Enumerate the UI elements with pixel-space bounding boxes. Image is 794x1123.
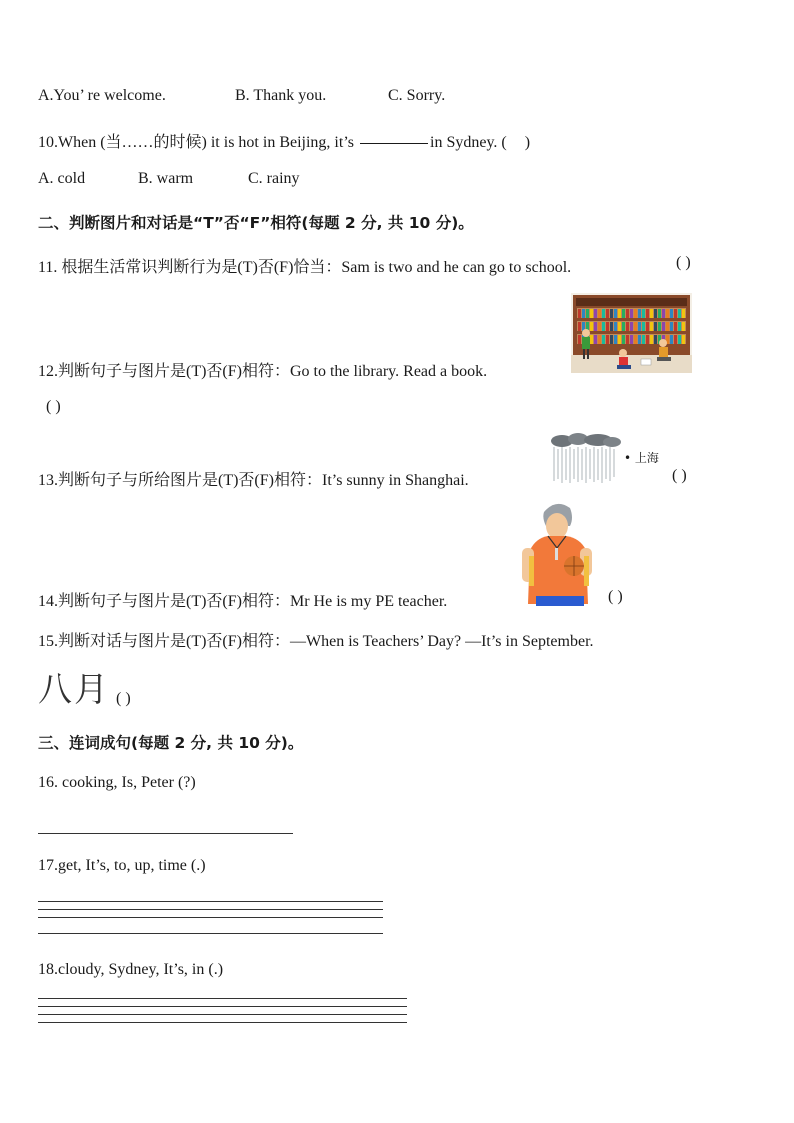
q10-text-after: in Sydney. ( — [430, 134, 507, 151]
question-13: 13.判断句子与所给图片是(T)否(F)相符：It’s sunny in Shanghai. — [38, 472, 469, 489]
question-11: 11. 根据生活常识判断行为是(T)否(F)恰当：Sam is two and he can go to school. — [38, 259, 572, 276]
section-3-title: 三、连词成句(每题 2 分, 共 10 分)。 — [38, 734, 304, 752]
q14-answer-paren[interactable]: ( ) — [608, 588, 623, 605]
q10-option-a: A. cold — [38, 170, 86, 187]
library-scene-image — [571, 293, 692, 373]
q10-paren-close: ) — [524, 134, 531, 151]
q10-text-before: 10.When (当……的时候) it is hot in Beijing, it’s — [38, 134, 358, 151]
q18-answer-line-3[interactable] — [38, 1014, 407, 1015]
question-10 — [38, 129, 530, 152]
pe-teacher-image — [522, 498, 598, 606]
q13-answer-paren[interactable]: ( ) — [672, 467, 687, 484]
question-17: 17.get, It’s, to, up, time (.) — [38, 857, 206, 874]
q9-option-a: A.You’ re welcome. — [38, 87, 166, 104]
question-16: 16. cooking, Is, Peter (?) — [38, 774, 196, 791]
q17-answer-line-3[interactable] — [38, 917, 383, 918]
question-15: 15.判断对话与图片是(T)否(F)相符：—When is Teachers’ Day? —It’s in September. — [38, 633, 594, 650]
q16-answer-line[interactable] — [38, 833, 293, 834]
q10-option-b: B. warm — [138, 170, 194, 187]
q9-option-c: C. Sorry. — [388, 87, 446, 104]
question-12: 12.判断句子与图片是(T)否(F)相符：Go to the library. Read a book. — [38, 363, 488, 380]
q18-answer-line-4[interactable] — [38, 1022, 407, 1023]
august-calendar-image: 八月 — [38, 670, 110, 710]
q10-option-c: C. rainy — [248, 170, 300, 187]
q15-answer-paren[interactable]: ( ) — [116, 690, 131, 707]
q17-answer-line-1[interactable] — [38, 901, 383, 902]
question-14: 14.判断句子与图片是(T)否(F)相符：Mr He is my PE teacher. — [38, 593, 448, 610]
answer-blank[interactable] — [360, 143, 428, 144]
rain-cloud-icon — [548, 433, 623, 485]
q17-answer-line-2[interactable] — [38, 909, 383, 910]
shanghai-label: • 上海 — [624, 451, 659, 465]
q18-answer-line-2[interactable] — [38, 1006, 407, 1007]
question-18: 18.cloudy, Sydney, It’s, in (.) — [38, 961, 224, 978]
q9-option-b: B. Thank you. — [235, 87, 327, 104]
section-2-title: 二、判断图片和对话是“T”否“F”相符(每题 2 分, 共 10 分)。 — [38, 214, 474, 232]
q12-answer-paren[interactable]: ( ) — [46, 398, 61, 415]
q17-answer-line-4[interactable] — [38, 933, 383, 934]
q18-answer-line-1[interactable] — [38, 998, 407, 999]
q11-answer-paren[interactable]: ( ) — [676, 254, 691, 271]
